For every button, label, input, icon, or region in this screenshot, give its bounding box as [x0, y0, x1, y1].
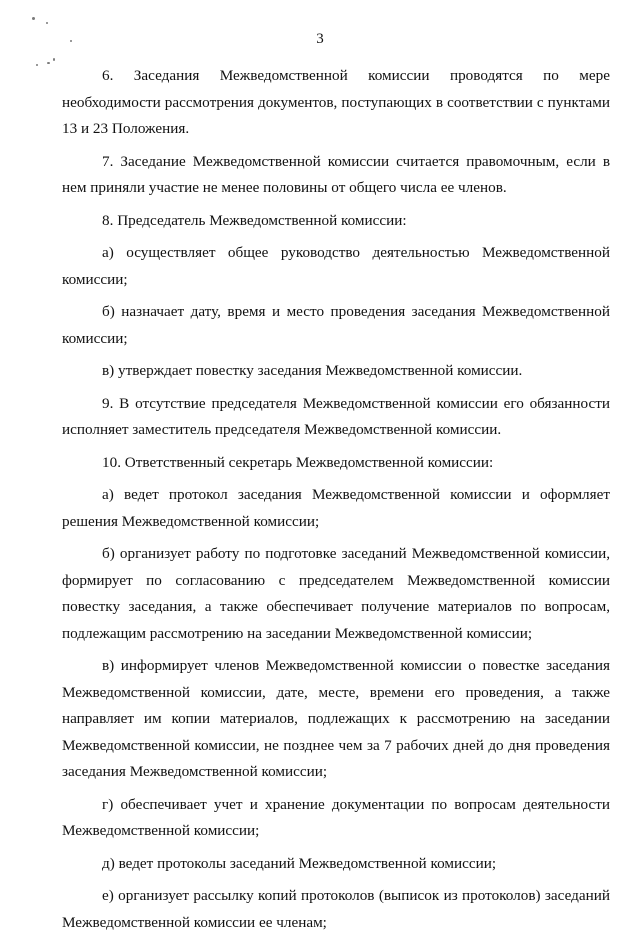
- paragraph-item-10d: д) ведет протоколы заседаний Межведомственной комиссии;: [102, 854, 497, 872]
- paragraph-item-8: 8. Председатель Межведомственной комиссии:: [102, 211, 407, 229]
- paragraph-item-10b: б) организует работу по подготовке заседаний Межведомственной комиссии, формирует по согласованию с председателем Межведомственной комиссии повестку заседания, а также обеспечивает получение материалов по вопросам, подлежащим рассмотрению на заседании Межведомственной комиссии;: [62, 545, 610, 642]
- page-number: 3: [316, 31, 324, 47]
- paragraph-item-8b: б) назначает дату, время и место проведения заседания Межведомственной комиссии;: [62, 303, 610, 347]
- paragraph-item-7: 7. Заседание Межведомственной комиссии считается правомочным, если в нем приняли участие не менее половины от общего числа ее членов.: [62, 152, 610, 196]
- paragraph-item-8a: а) осуществляет общее руководство деятельностью Межведомственной комиссии;: [62, 244, 610, 288]
- paragraph-item-6: 6. Заседания Межведомственной комиссии проводятся по мере необходимости рассмотрения документов, поступающих в соответствии с пунктами 13 и 23 Положения.: [62, 67, 610, 137]
- paragraph-item-9: 9. В отсутствие председателя Межведомственной комиссии его обязанности исполняет заместитель председателя Межведомственной комиссии.: [62, 394, 610, 438]
- document-body: [62, 63, 610, 942]
- paragraph-item-10v: в) информирует членов Межведомственной комиссии о повестке заседания Межведомственной комиссии, дате, месте, времени его проведения, а также направляет им копии материалов, подлежащих к рассмотрению на заседании Межведомственной комиссии, не позднее чем за 7 рабочих дней до дня проведения заседания Межведомственной комиссии;: [62, 657, 610, 780]
- paragraph-item-8v: в) утверждает повестку заседания Межведомственной комиссии.: [102, 362, 523, 379]
- paragraph-item-10: 10. Ответственный секретарь Межведомственной комиссии:: [102, 453, 494, 471]
- paragraph-item-10e: е) организует рассылку копий протоколов (выписок из протоколов) заседаний Межведомственной комиссии ее членам;: [62, 887, 610, 931]
- paragraph-item-10a: а) ведет протокол заседания Межведомственной комиссии и оформляет решения Межведомственной комиссии;: [62, 486, 610, 530]
- paragraph-item-10g: г) обеспечивает учет и хранение документации по вопросам деятельности Межведомственной комиссии;: [62, 795, 610, 839]
